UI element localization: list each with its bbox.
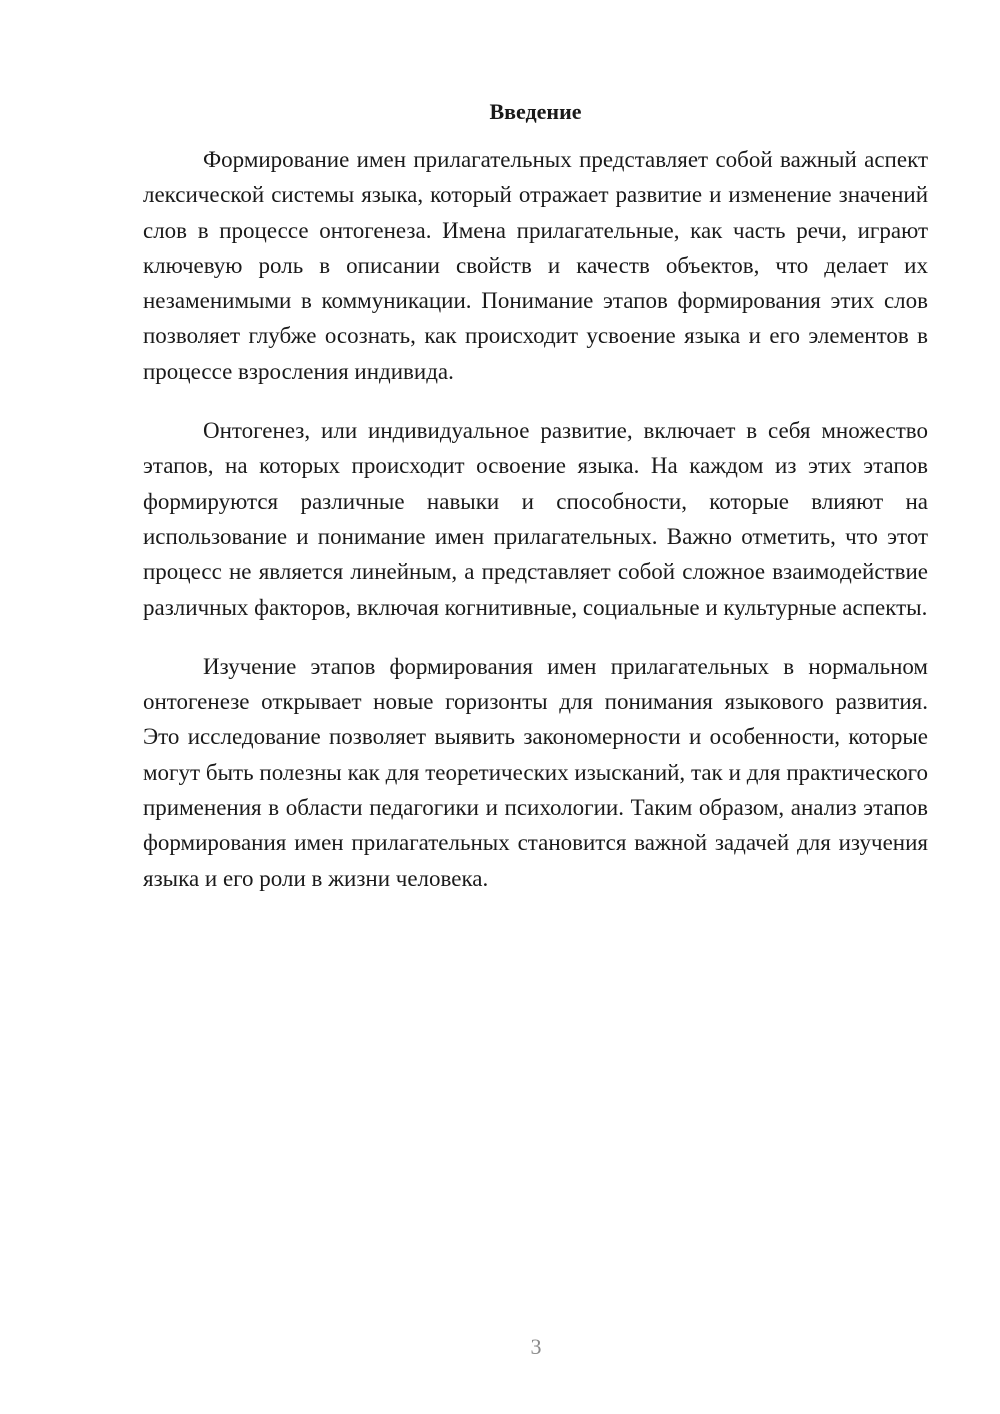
page-number: 3: [530, 1334, 542, 1359]
paragraph-2: Онтогенез, или индивидуальное развитие, включает в себя множество этапов, на которых происходит освоение языка. На каждом из этих этапов формируются различные навыки и способности, которые влияют на использование и понимание имен прилагательных. Важно отметить, что этот процесс не является линейным, а представляет собой сложное взаимодействие различных факторов, включая когнитивные, социальные и культурные аспекты.: [143, 418, 928, 620]
page-title: Введение: [489, 99, 582, 124]
paragraph-1: Формирование имен прилагательных представляет собой важный аспект лексической системы языка, который отражает развитие и изменение значений слов в процессе онтогенеза. Имена прилагательные, как часть речи, играют ключевую роль в описании свойств и качеств объектов, что делает их незаменимыми в коммуникации. Понимание этапов формирования этих слов позволяет глубже осознать, как происходит усвоение языка и его элементов в процессе взросления индивида.: [143, 147, 928, 384]
paragraph-3: Изучение этапов формирования имен прилагательных в нормальном онтогенезе открывает новые горизонты для понимания языкового развития. Это исследование позволяет выявить закономерности и особенности, которые могут быть полезны как для теоретических изысканий, так и для практического применения в области педагогики и психологии. Таким образом, анализ этапов формирования имен прилагательных становится важной задачей для изучения языка и его роли в жизни человека.: [143, 653, 928, 891]
body-text: [143, 142, 928, 920]
